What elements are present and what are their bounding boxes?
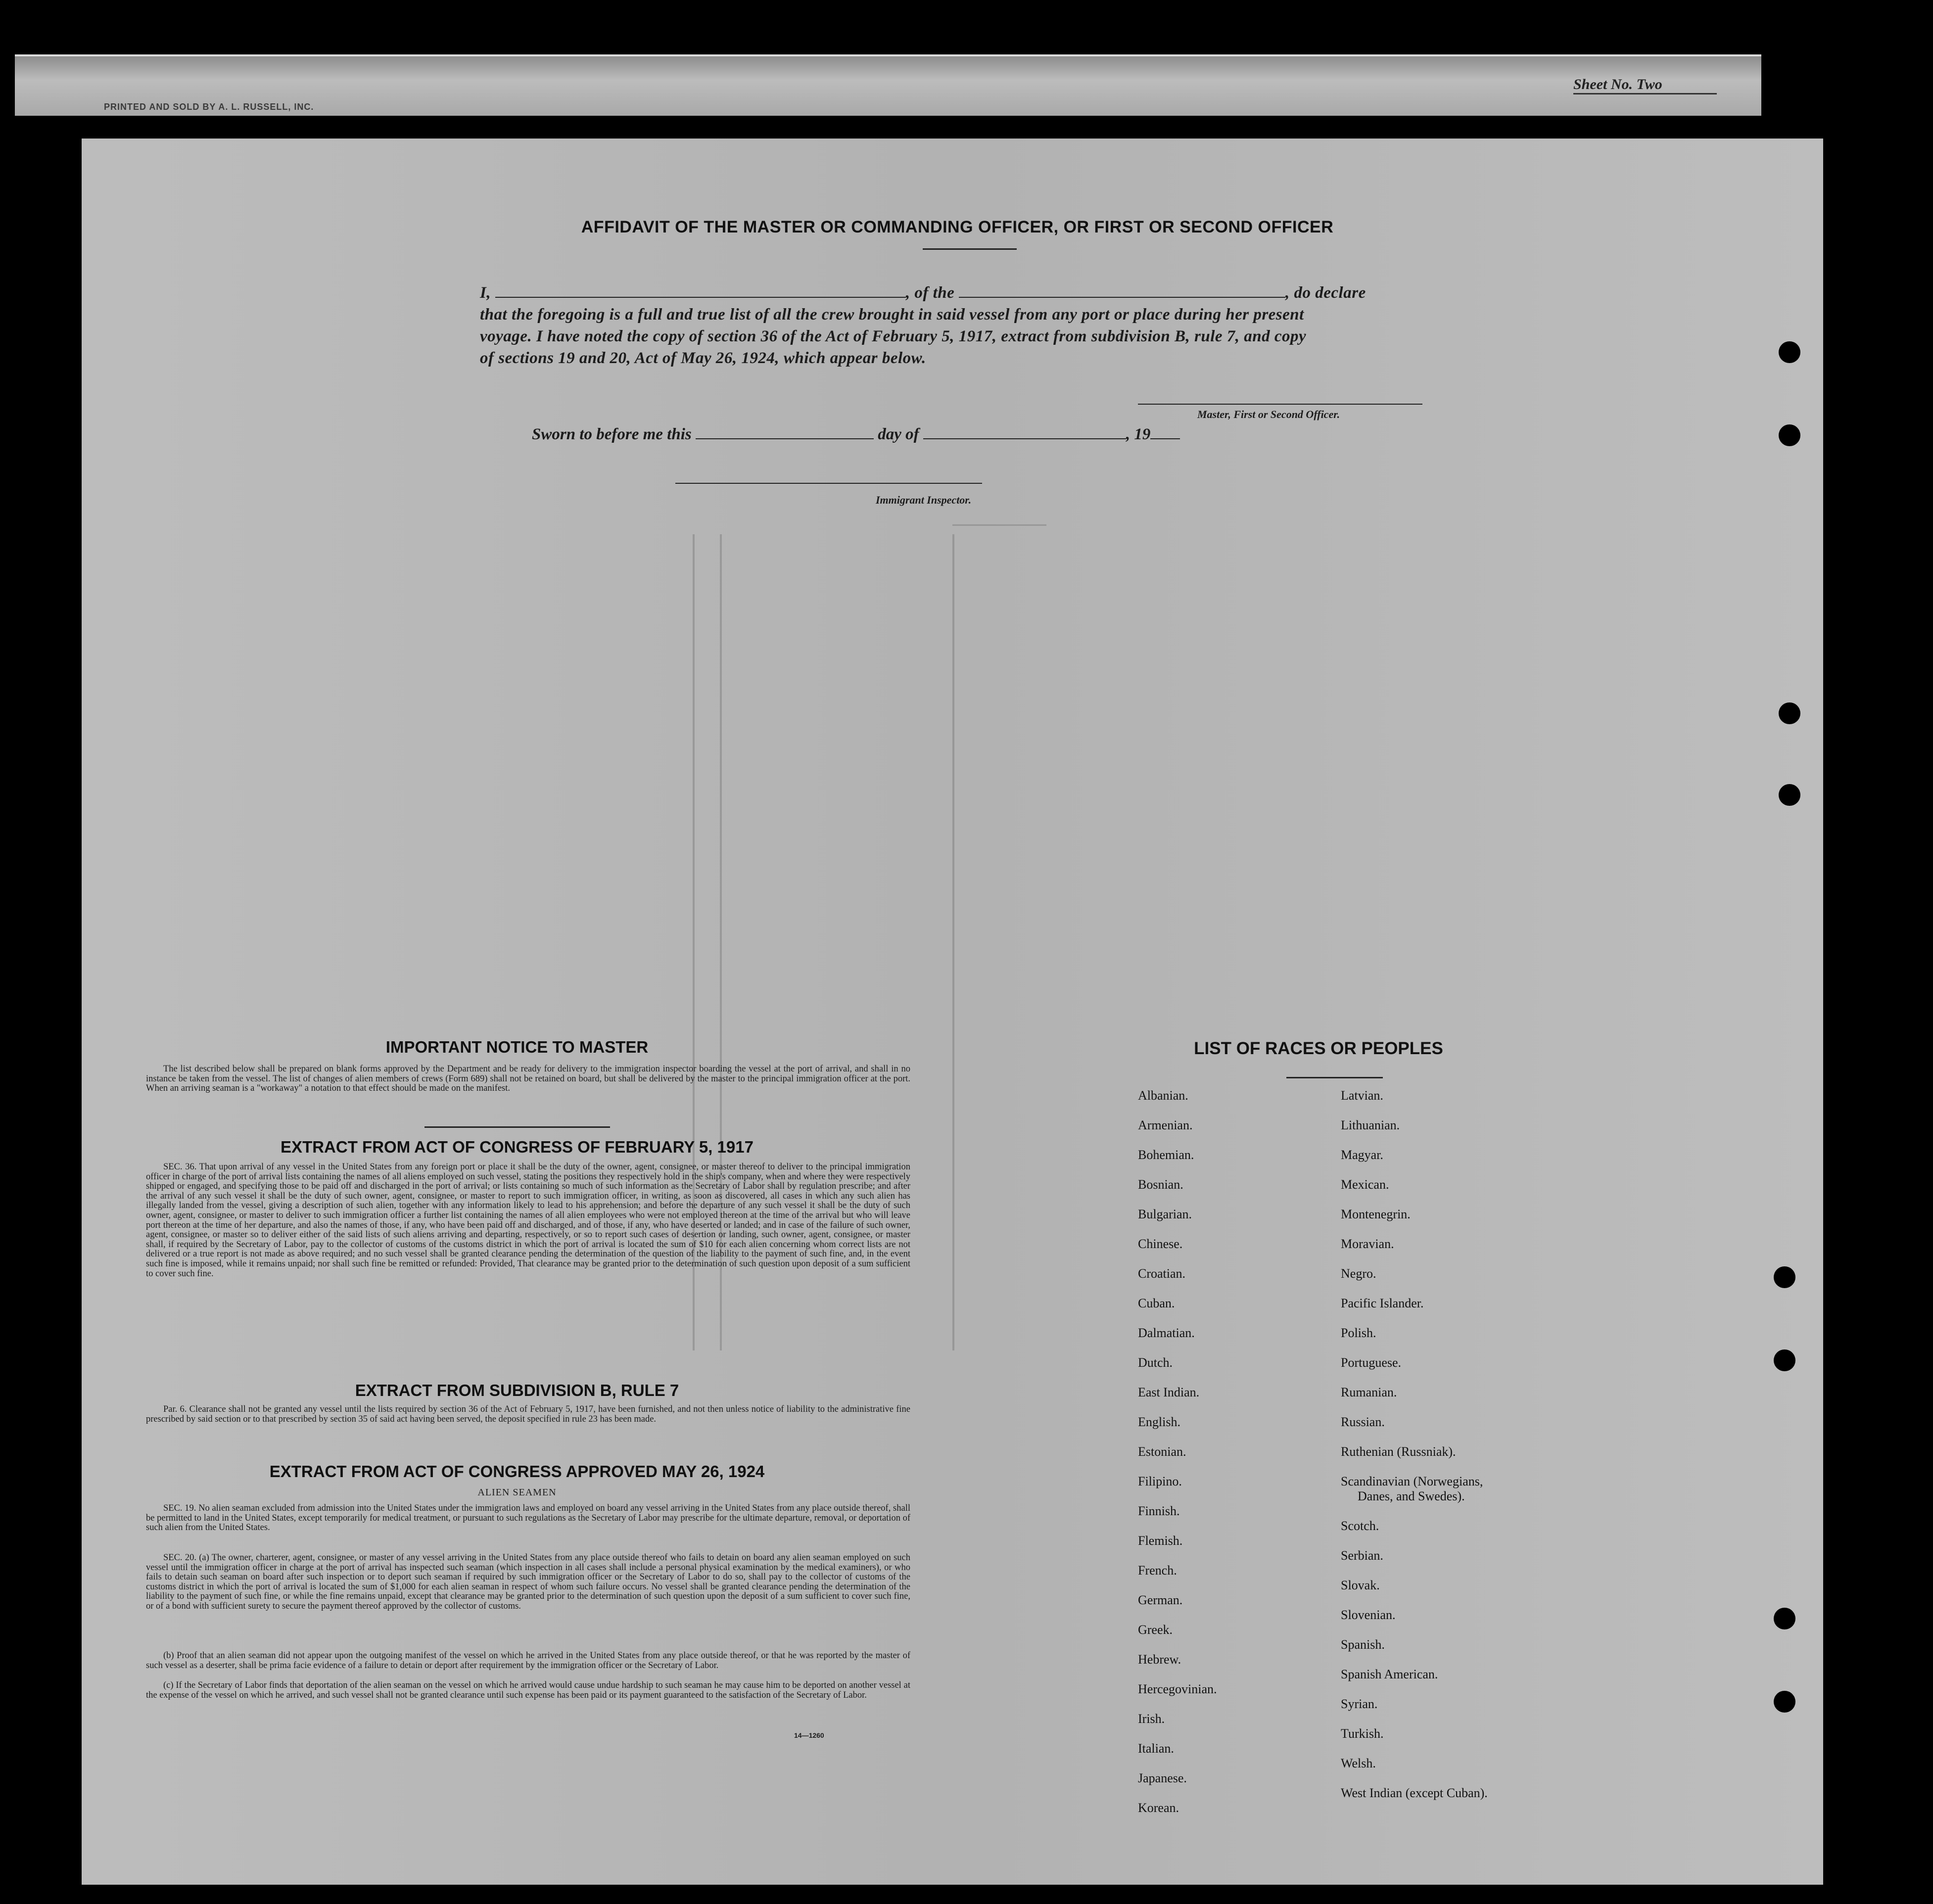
race-item: Armenian.: [1138, 1118, 1193, 1132]
section-20a-body: SEC. 20. (a) The owner, charterer, agent, consignee, or master of any vessel arriving in the United States from any place outside thereof who fails to detain on board any alien seaman employed on such vessel until the immigration officer in charge at the port of arrival has inspected such seaman (which inspection in all cases shall include a personal physical examination by the medical examiners), or who fails to detain such seaman on board after such inspection or to deport such seaman if required by such immigration officer or the Secretary of Labor to do so, shall pay to the collector of customs of the customs district in which the port of arrival is located the sum of $1,000 for each alien seaman in respect of whom such failure occurs. No vessel shall be granted clearance pending the determination of the liability to the payment of such fine, or while the fine remains unpaid, except that clearance may be granted prior to the determination of such question upon the deposit of a sum sufficient to cover such fine, or of a bond with sufficient surety to secure the payment thereof approved by the collector of customs.: [146, 1553, 910, 1611]
section-20b-body: (b) Proof that an alien seaman did not appear upon the outgoing manifest of the vessel on which he arrived in the United States from any place outside thereof, or that he was reported by the master of such vessel as a deserter, shall be prima facie evidence of a failure to detain or deport after requirement by the immigration officer or the Secretary of Labor.: [146, 1651, 910, 1671]
vessel-name-blank[interactable]: [959, 296, 1285, 298]
races-right-column: [1341, 1088, 1488, 1815]
notice-divider: [424, 1126, 610, 1128]
race-item: Scotch.: [1341, 1519, 1379, 1533]
master-signature-label: Master, First or Second Officer.: [1197, 408, 1340, 420]
sheet-number-label: Sheet No.: [1573, 76, 1633, 93]
race-item: English.: [1138, 1415, 1180, 1429]
race-item: Croatian.: [1138, 1266, 1186, 1281]
race-item: Irish.: [1138, 1712, 1165, 1726]
race-item: West Indian (except Cuban).: [1341, 1786, 1488, 1800]
race-item: Lithuanian.: [1341, 1118, 1400, 1132]
inspector-signature-line[interactable]: [675, 482, 982, 484]
notice-body: The list described below shall be prepared on blank forms approved by the Department and be ready for delivery to the immigration inspector boarding the vessel at the port of arrival, and shall in no instance be taken from the vessel. The list of changes of alien members of crews (Form 689) shall not be retained on board, but shall be delivered by the master to the principal immigration officer at the port. When an arriving seaman is a "workaway" a notation to that effect should be made on the manifest.: [146, 1064, 910, 1094]
declaration-paragraph: [480, 282, 1539, 369]
race-item: Montenegrin.: [1341, 1207, 1411, 1221]
race-item: Syrian.: [1341, 1697, 1378, 1711]
race-item: Estonian.: [1138, 1444, 1186, 1459]
race-item: Negro.: [1341, 1266, 1376, 1281]
binder-hole: [1774, 1349, 1795, 1371]
notice-title: IMPORTANT NOTICE TO MASTER: [385, 1038, 649, 1056]
declaration-i: I,: [480, 284, 491, 302]
race-item: Magyar.: [1341, 1148, 1383, 1162]
declaration-line-4: of sections 19 and 20, Act of May 26, 1924, which appear below.: [480, 349, 926, 367]
sworn-line: [532, 425, 1180, 444]
alien-seamen-subtitle: ALIEN SEAMEN: [477, 1487, 557, 1498]
race-item: Welsh.: [1341, 1756, 1376, 1770]
rule-7-title: EXTRACT FROM SUBDIVISION B, RULE 7: [355, 1381, 679, 1399]
races-title: LIST OF RACES OR PEOPLES: [1194, 1039, 1443, 1058]
race-item: Bosnian.: [1138, 1177, 1183, 1192]
binder-hole: [1779, 702, 1800, 724]
race-item: Bohemian.: [1138, 1148, 1194, 1162]
declaration-of-the: , of the: [905, 284, 955, 302]
races-left-column: [1138, 1088, 1217, 1830]
sworn-label: Sworn to before me this: [532, 425, 692, 443]
race-item: Dalmatian.: [1138, 1326, 1195, 1340]
form-number: 14—1260: [794, 1731, 824, 1739]
section-19-body: SEC. 19. No alien seaman excluded from admission into the United States under the immigration laws and employed on board any vessel arriving in the United States from any place outside thereof, shall be permitted to land in the United States, except temporarily for medical treatment, or pursuant to such regulations as the Secretary of Labor may prescribe for the ultimate departure, removal, or deportation of such alien from the United States.: [146, 1503, 910, 1533]
race-item: Polish.: [1341, 1326, 1376, 1340]
binder-hole: [1774, 1691, 1795, 1713]
binder-hole: [1774, 1608, 1795, 1629]
extract-1917-title: EXTRACT FROM ACT OF CONGRESS OF FEBRUARY 5, 1917: [281, 1138, 754, 1156]
sworn-month-blank[interactable]: [923, 438, 1126, 439]
declaration-do-declare: , do declare: [1285, 284, 1366, 302]
race-item: Hebrew.: [1138, 1652, 1181, 1667]
race-item: French.: [1138, 1563, 1177, 1578]
bleed-through-line: [952, 534, 954, 1350]
race-item: Flemish.: [1138, 1533, 1183, 1548]
race-item: Slovenian.: [1341, 1608, 1396, 1622]
race-item: Mexican.: [1341, 1177, 1389, 1192]
race-item: Dutch.: [1138, 1355, 1173, 1370]
race-item: Slovak.: [1341, 1578, 1380, 1592]
officer-name-blank[interactable]: [495, 296, 906, 298]
sworn-year-prefix: , 19: [1126, 425, 1151, 443]
races-divider: [1286, 1077, 1383, 1078]
race-item: Finnish.: [1138, 1504, 1180, 1518]
binder-hole: [1779, 784, 1800, 806]
section-20c-body: (c) If the Secretary of Labor finds that deportation of the alien seaman on the vessel on which he arrived would cause undue hardship to such seaman he may cause him to be deported on another vessel at the expense of the vessel on which he arrived, and such vessel shall not be granted clearance until such expense has been paid or its payment guaranteed to the satisfaction of the Secretary of Labor.: [146, 1680, 910, 1700]
extract-1917-body: SEC. 36. That upon arrival of any vessel in the United States from any foreign port or place it shall be the duty of the owner, agent, consignee, or master thereof to deliver to the principal immigration officer in charge of the port of arrival lists containing the names of all aliens employed on such vessel, stating the positions they respectively hold in the ship's company, when and where they were respectively shipped or engaged, and specifying those to be paid off and discharged in the port of arrival; or lists containing so much of such information as the Secretary of Labor shall by regulation prescribe; and after the arrival of any such vessel it shall be the duty of such owner, agent, consignee, or master to report to such immigration officer, in writing, as soon as discovered, all cases in which any such alien has illegally landed from the vessel, giving a description of such alien, together with any information likely to lead to his apprehension; and before the departure of any such vessel it shall be the duty of such owner, agent, consignee, or master to deliver to such immigration officer a further list containing the names of all alien employees who were not employed thereon at the time of the arrival but who will leave port thereon at the time of her departure, and also the names of those, if any, who have been paid off and discharged, and of those, if any, who have deserted or landed; and in case of the failure of such owner, agent, consignee, or master so to deliver either of the said lists of such aliens arriving and departing, respectively, or so to report such cases of desertion or landing, such owner, agent, consignee, or master shall, if required by the Secretary of Labor, pay to the collector of customs of the customs district in which the port of arrival is located the sum of $10 for each alien concerning whom correct lists are not delivered or a true report is not made as above required; and no such vessel shall be granted clearance pending the determination of the question of the liability to the payment of such fine, and, in the event such fine is imposed, while it remains unpaid; nor shall such fine be remitted or refunded: Provided, That clearance may be granted prior to the determination of such question upon deposit of a sum sufficient to cover such fine.: [146, 1162, 910, 1279]
race-item: Albanian.: [1138, 1088, 1188, 1103]
race-item: Bulgarian.: [1138, 1207, 1192, 1221]
race-item: Filipino.: [1138, 1474, 1182, 1488]
race-item: Turkish.: [1341, 1726, 1384, 1741]
race-item: Latvian.: [1341, 1088, 1383, 1103]
race-item: Moravian.: [1341, 1237, 1394, 1251]
race-item: Italian.: [1138, 1741, 1174, 1756]
race-item: Chinese.: [1138, 1237, 1183, 1251]
race-item: Scandinavian (Norwegians,: [1341, 1474, 1483, 1488]
race-item: German.: [1138, 1593, 1183, 1607]
race-item: Cuban.: [1138, 1296, 1175, 1310]
previous-sheet-strip: [15, 54, 1761, 116]
race-item: Spanish.: [1341, 1637, 1385, 1652]
race-item: Greek.: [1138, 1623, 1173, 1637]
sworn-day-of: day of: [878, 425, 919, 443]
race-item: Rumanian.: [1341, 1385, 1397, 1399]
master-signature-line[interactable]: [1138, 403, 1422, 405]
affidavit-title: AFFIDAVIT OF THE MASTER OR COMMANDING OFFICER, OR FIRST OR SECOND OFFICER: [581, 218, 1334, 236]
race-item: East Indian.: [1138, 1385, 1200, 1399]
race-item: Pacific Islander.: [1341, 1296, 1424, 1310]
sworn-year-blank[interactable]: [1150, 438, 1180, 439]
binder-hole: [1779, 424, 1800, 446]
declaration-line-3: voyage. I have noted the copy of section 36 of the Act of February 5, 1917, extract from subdivision B, rule 7, and copy: [480, 327, 1307, 345]
sheet-number: [1573, 76, 1717, 94]
race-item: Korean.: [1138, 1801, 1179, 1815]
binder-hole: [1774, 1266, 1795, 1288]
extract-1924-title: EXTRACT FROM ACT OF CONGRESS APPROVED MAY 26, 1924: [269, 1462, 765, 1481]
binder-hole: [1779, 341, 1800, 363]
bleed-through-line: [952, 524, 1046, 526]
inspector-signature-label: Immigrant Inspector.: [876, 494, 972, 506]
race-item: Danes, and Swedes).: [1358, 1489, 1465, 1503]
declaration-line-2: that the foregoing is a full and true list of all the crew brought in said vessel from any port or place during her present: [480, 306, 1304, 324]
race-item: Serbian.: [1341, 1548, 1383, 1563]
sheet-number-value: Two: [1636, 76, 1662, 93]
printer-credit: PRINTED AND SOLD BY A. L. RUSSELL, INC.: [104, 102, 314, 112]
title-divider: [923, 248, 1017, 250]
race-item: Japanese.: [1138, 1771, 1187, 1785]
race-item: Spanish American.: [1341, 1667, 1438, 1681]
manifest-back-page: [82, 139, 1823, 1885]
race-item: Ruthenian (Russniak).: [1341, 1444, 1456, 1459]
race-item: Russian.: [1341, 1415, 1385, 1429]
sworn-day-blank[interactable]: [696, 438, 874, 439]
race-item: Hercegovinian.: [1138, 1682, 1217, 1696]
race-item: Portuguese.: [1341, 1355, 1402, 1370]
rule-7-body: Par. 6. Clearance shall not be granted any vessel until the lists required by section 36 of the Act of February 5, 1917, have been furnished, and not then unless notice of liability to the administrative fine prescribed by said section or to that prescribed by section 35 of said act having been served, the deposit specified in rule 23 has been made.: [146, 1404, 910, 1424]
